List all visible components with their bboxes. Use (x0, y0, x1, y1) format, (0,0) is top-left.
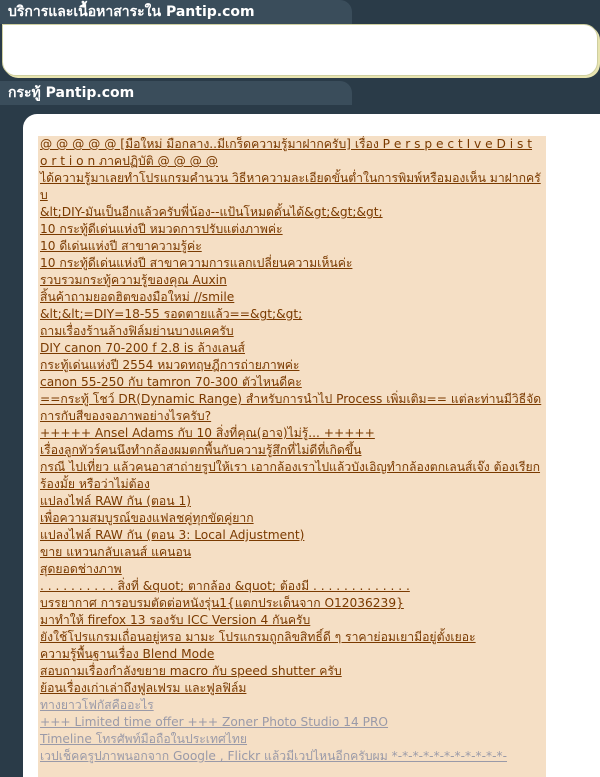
topic-link[interactable]: ทางยาวโฟกัสคืออะไร (40, 698, 154, 712)
topic-link[interactable]: &lt;&lt;=DIY=18-55 รอดตายแล้ว==&gt;&gt; (40, 307, 303, 321)
topic-link[interactable]: ยังใช้โปรแกรมเถื่อนอยู่หรอ มามะ โปรแกรมถูกลิขสิทธิ์ดี ๆ ราคาย่อมเยามีอยู่ตั้งเยอะ (40, 630, 476, 644)
topic-link[interactable]: 10 ดีเด่นแห่งปี สาขาความรู้ค่ะ (40, 239, 202, 253)
topic-link[interactable]: เพื่อความสมบูรณ์ของแฟลชคู่ทุกขัดคู่ยาก (40, 511, 254, 525)
topic-link[interactable]: &lt;DIY-มันเป็นอีกแล้วครับพี่น้อง--แป้นโหมดดั้นได้&gt;&gt;&gt; (40, 205, 383, 219)
topic-link[interactable]: DIY canon 70-200 f 2.8 is ล้างเลนส์ (40, 341, 245, 355)
topic-link[interactable]: สุดยอดช่างภาพ (40, 562, 122, 576)
topic-link[interactable]: . . . . . . . . . . สิ่งที่ &quot; ตากล้อง &quot; ต้องมี . . . . . . . . . . . . . (40, 579, 410, 593)
topic-link[interactable]: เวปเช็คครูปภาพนอกจาก Google , Flickr แล้วมีเวปไหนอีกครับผม *-*-*-*-*-*-*-*-*-*-*- (40, 749, 508, 763)
topic-link[interactable]: แปลงไฟล์ RAW กัน (ตอน 1) (40, 494, 191, 508)
topic-link[interactable]: รวบรวมกระทู้ความรู้ของคุณ Auxin (40, 273, 227, 287)
topic-link[interactable]: บรรยากาศ การอบรมตัดต่อหนังรุ่น1{แตกประเด็นจาก O12036239} (40, 596, 404, 610)
topic-link[interactable]: +++++ Ansel Adams กับ 10 สิ่งที่คุณ(อาจ)ไม่รู้... +++++ (40, 426, 375, 440)
topic-link[interactable]: 10 กระทู้ดีเด่นแห่งปี หมวดการปรับแต่งภาพค่ะ (40, 222, 283, 236)
topic-link[interactable]: สอบถามเรื่องกำลังขยาย macro กับ speed shutter ครับ (40, 664, 342, 678)
topic-link[interactable]: กระทู้เด่นแห่งปี 2554 หมวดทฤษฎีการถ่ายภาพค่ะ (40, 358, 300, 372)
topic-list-area (38, 136, 546, 777)
topic-link[interactable]: ==กระทู้ โชว์ DR(Dynamic Range) สำหรับการนำไป Process เพิ่มเติม== แต่ละท่านมีวิธีจัดการกับสีของจอภาพอย่างไรครับ? (40, 392, 542, 423)
topic-link[interactable]: เรื่องลูกทัวร์คนนึงทำกล้องผมตกพื้นกับความรู้สึกที่ไม่ดีที่เกิดขึ้น (40, 443, 362, 457)
topic-link[interactable]: ถามเรื่องร้านล้างฟิล์มย่านบางแคครับ (40, 324, 234, 338)
topic-link[interactable]: ได้ความรู้มาเลยทำโปรแกรมคำนวน วิธีหาความละเอียดขั้นต่ำในการพิมพ์หรือมองเห็น มาฝากครับ (40, 171, 541, 202)
topic-link[interactable]: @ @ @ @ @ [มือใหม่ มือกลาง..มีเกร็ดความรู้มาฝากครับ] เรื่อง P e r s p e c t I v e D i s t o r t i o n ภาคปฏิบัติ @ @ @ @ (40, 137, 533, 168)
topic-link[interactable]: 10 กระทู้ดีเด่นแห่งปี สาขาความการแลกเปลี่ยนความเห็นค่ะ (40, 256, 353, 270)
topic-link[interactable]: +++ Limited time offer +++ Zoner Photo Studio 14 PRO (40, 715, 389, 729)
topic-list (38, 136, 546, 765)
section-title-topics: กระทู้ Pantip.com (8, 85, 135, 101)
topic-link[interactable]: ขาย แหวนกลับเลนส์ แคนอน (40, 545, 192, 559)
section-header-topics (0, 81, 600, 105)
topic-link[interactable]: ย้อนเรื่องเก่าเล่าถึงฟูลเฟรม และฟูลฟิล์ม (40, 681, 247, 695)
section-title-services: บริการและเนื้อหาสาระใน Pantip.com (8, 4, 255, 20)
topic-link[interactable]: สิ้นค้าถามยอดฮิตของมือใหม่ //smile (40, 290, 235, 304)
topic-link[interactable]: แปลงไฟล์ RAW กัน (ตอน 3: Local Adjustment) (40, 528, 305, 542)
topic-link[interactable]: กรณี ไปเที่ยว แล้วคนอาสาถ่ายรูปให้เรา เอากล้องเราไปแล้วบังเอิญทำกล้องตกเลนส์เจ๊ง ต้องเรียกร้องมั้ย หรือว่าไม่ต้อง (40, 460, 541, 491)
services-panel (2, 24, 598, 76)
topic-link[interactable]: ความรู้พื้นฐานเรื่อง Blend Mode (40, 647, 215, 661)
topic-link[interactable]: มาทำให้ firefox 13 รองรับ ICC Version 4 กันครับ (40, 613, 311, 627)
topic-link[interactable]: Timeline โทรศัพท์มือถือในประเทศไทย (40, 732, 248, 746)
topic-link[interactable]: canon 55-250 กับ tamron 70-300 ตัวไหนดีคะ (40, 375, 302, 389)
section-header-services (0, 0, 600, 24)
